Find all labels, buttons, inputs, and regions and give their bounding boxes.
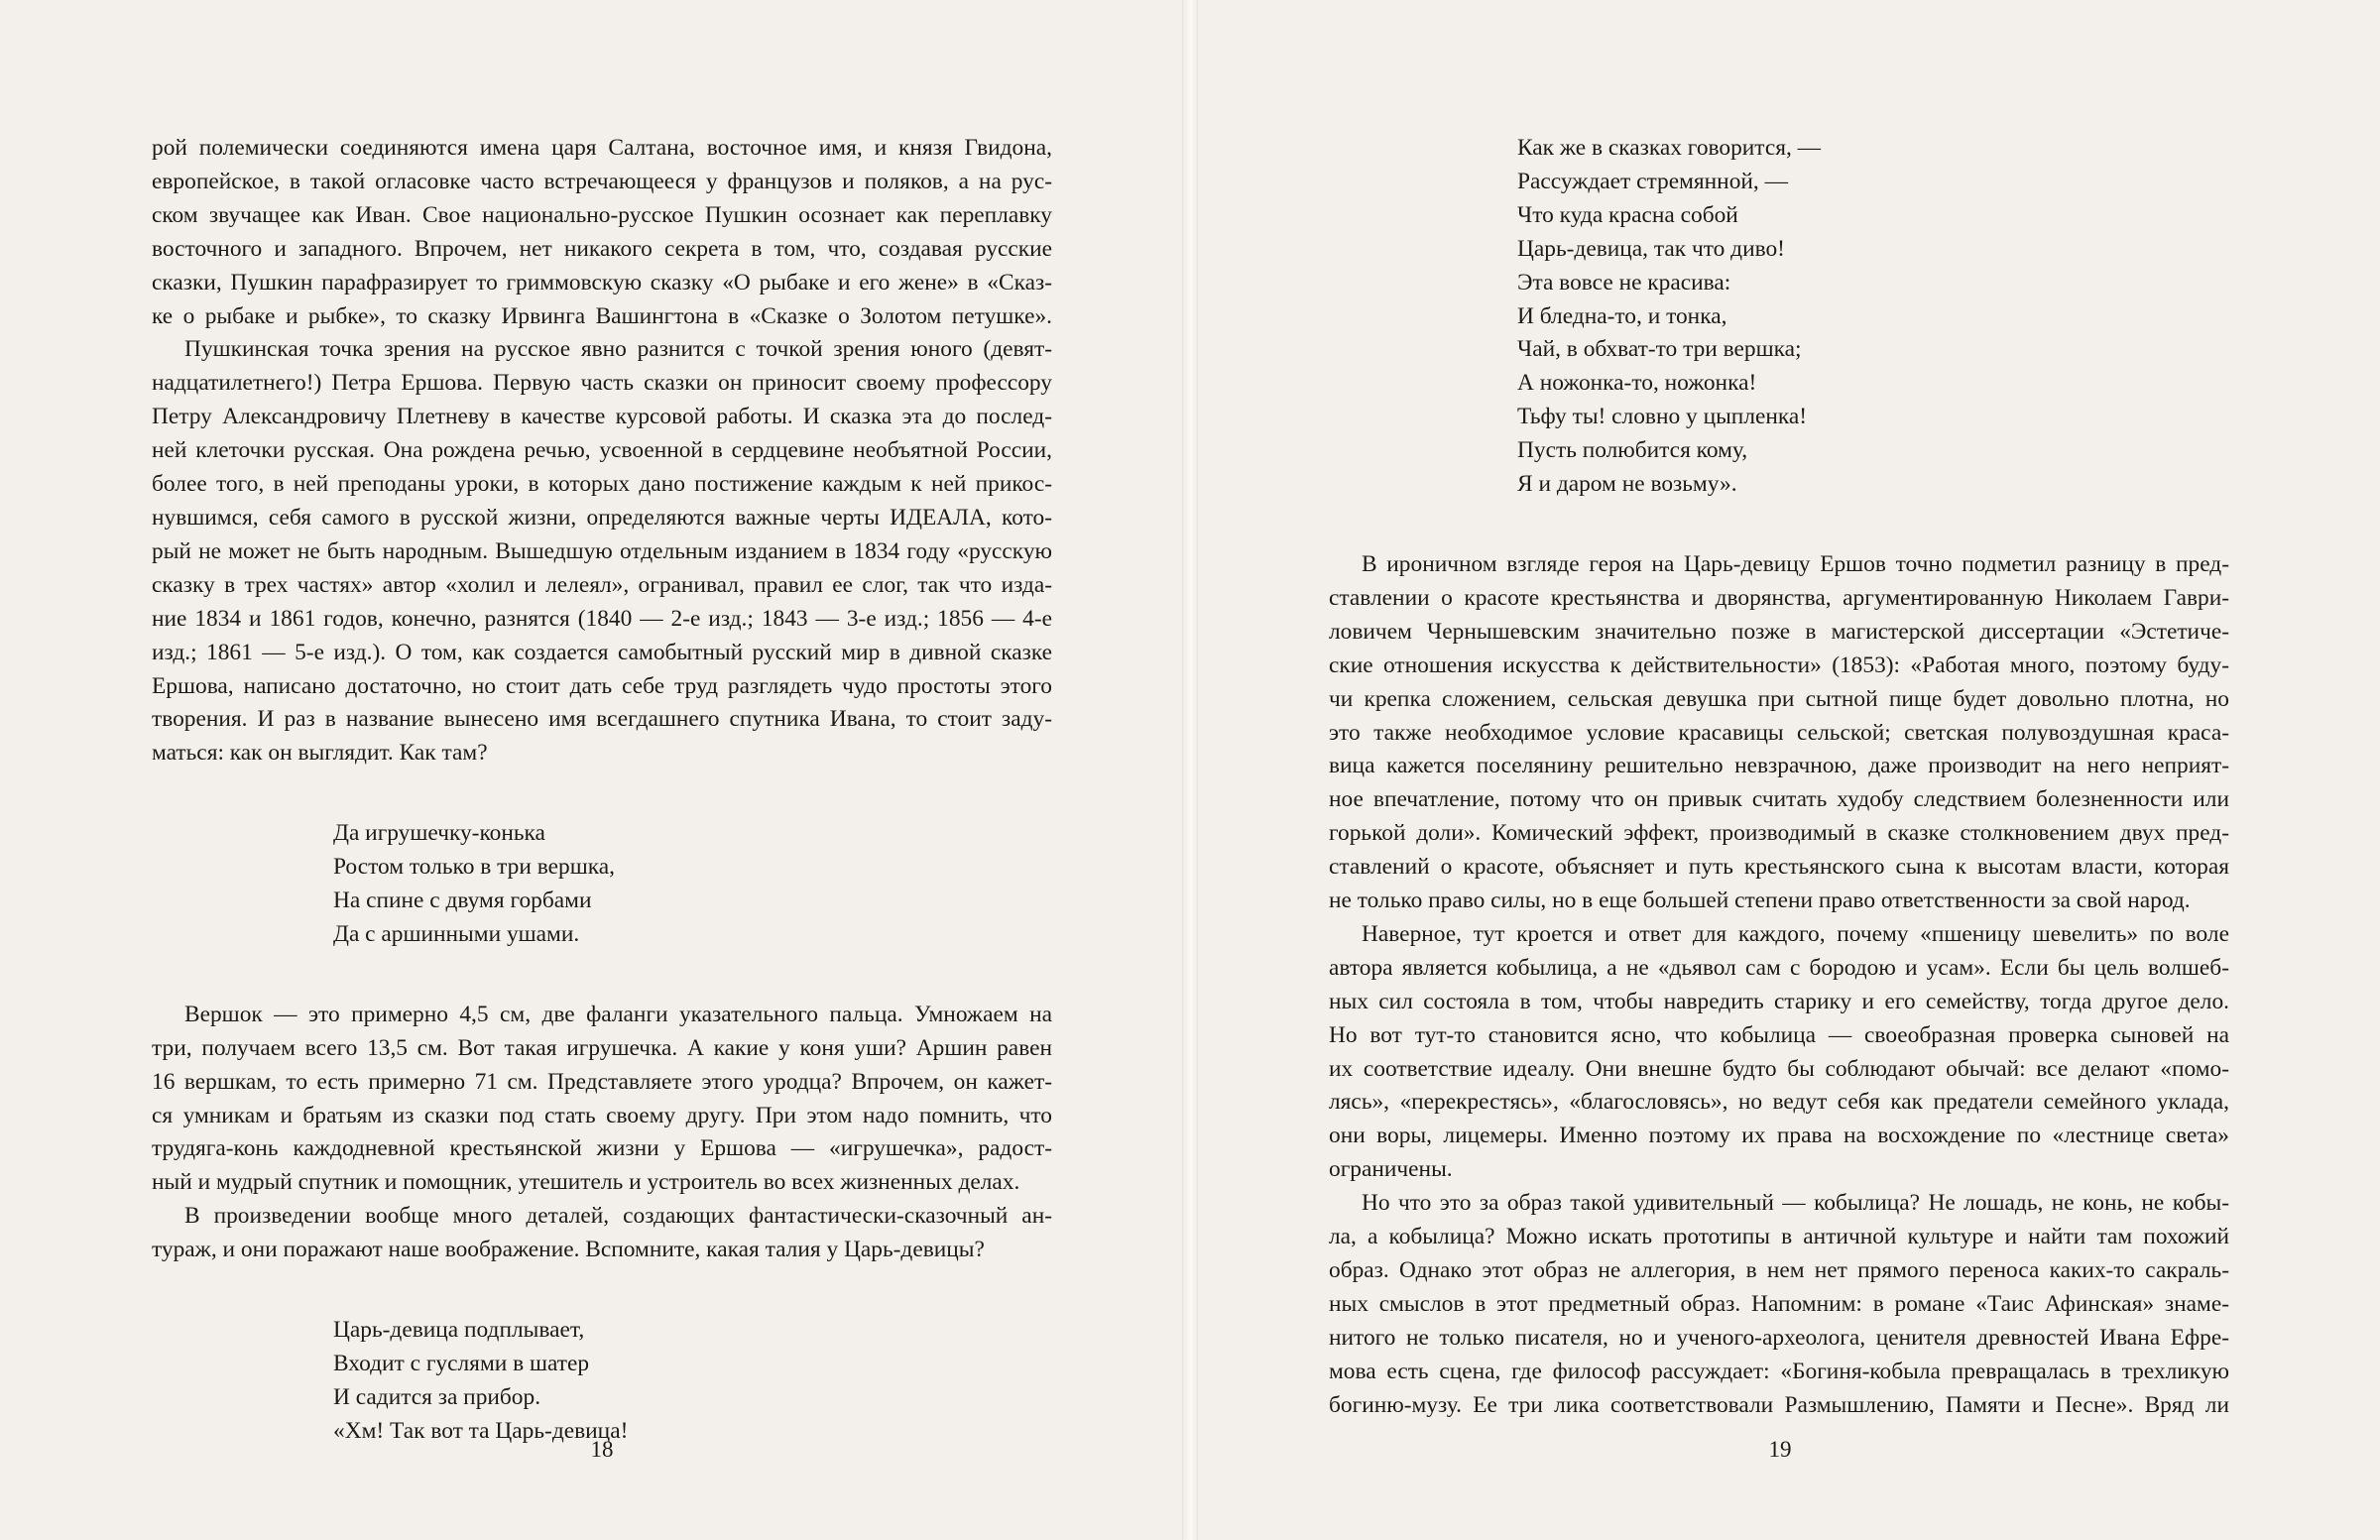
page-number: 19 [1768, 1437, 1792, 1462]
text-line: Ершова, написано достаточно, но стоит дать себе труд разглядеть чудо простоты этого [152, 672, 1052, 699]
text-line: вица кажется поселянину решительно невзрачною, даже производит на него неприят- [1329, 753, 2229, 779]
verse-line: Царь-девица подплывает, [333, 1317, 585, 1344]
paragraph [1329, 548, 2229, 918]
text-line: ла, а кобылица? Можно искать прототипы в античной культуре и найти там похожий [1329, 1224, 2229, 1250]
verse-line: «Хм! Так вот та Царь-девица! [333, 1417, 629, 1444]
left-page [0, 0, 1182, 1540]
text-line: горькой доли». Комический эффект, производимый в сказке столкновением двух пред- [1329, 820, 2229, 847]
right-page [1198, 0, 2380, 1540]
text-line: нувшимся, себя самого в русской жизни, определяются важные черты ИДЕАЛА, кото- [152, 504, 1052, 531]
text-line: изд.; 1861 — 5-е изд.). О том, как создается самобытный русский мир в дивной сказке [152, 639, 1052, 665]
book-gutter [1182, 0, 1198, 1540]
verse-line: Рассуждает стремянной, — [1517, 168, 1788, 194]
text-line: тураж, и они поражают наше воображение. Вспомните, какая талия у Царь-девицы? [152, 1237, 985, 1263]
text-line: ские отношения искусства к действительности» (1853): «Работая много, поэтому буду- [1329, 652, 2229, 678]
verse-line: Чай, в обхват-то три вершка; [1517, 336, 1802, 363]
verse-quote [152, 817, 1052, 952]
text-line: сказку в трех частях» автор «холил и лелеял», огранивал, правил ее слог, так что изда- [152, 571, 1052, 598]
verse-line: Тьфу ты! словно у цыпленка! [1517, 404, 1808, 430]
verse-line: Царь-девица, так что диво! [1517, 235, 1785, 262]
verse-line: Ростом только в три вершка, [333, 854, 615, 881]
text-line: ние 1834 и 1861 годов, конечно, разнятся (1840 — 2-е изд.; 1843 — 3-е изд.; 1856 — 4-е [152, 605, 1052, 632]
text-line: они воры, лицемеры. Именно поэтому их права на восхождение по «лестнице света» [1329, 1123, 2229, 1149]
verse-line: И садится за прибор. [333, 1383, 541, 1410]
text-line: чи крепка сложением, сельская девушка при сытной пище будет довольно плотна, но [1329, 685, 2229, 712]
text-line: 16 вершкам, то есть примерно 71 см. Представляете этого уродца? Впрочем, он кажет- [152, 1068, 1052, 1095]
text-line: ся умникам и братьям из сказки под стать своему другу. При этом надо помнить, что [152, 1102, 1052, 1128]
text-line: три, получаем всего 13,5 см. Вот такая игрушечка. А какие у коня уши? Аршин равен [152, 1034, 1052, 1061]
text-line: их соответствие идеалу. Они внешне будто бы соблюдают обычай: все делают «помо- [1329, 1055, 2229, 1082]
text-line: богиню-музу. Ее три лика соответствовали Размышлению, Памяти и Песне». Вряд ли [1329, 1391, 2229, 1418]
verse-line: Да игрушечку-конька [333, 820, 545, 847]
text-line: ставлении о красоте крестьянства и дворянства, аргументированную Николаем Гаври- [1329, 584, 2229, 611]
text-line: ке о рыбаке и рыбке», то сказку Ирвинга Вашингтона в «Сказке о Золотом петушке». [152, 302, 1052, 329]
text-line: нитого не только писателя, но и ученого-археолога, ценителя древностей Ивана Ефре- [1329, 1324, 2229, 1351]
text-line: более того, в ней преподаны уроки, в которых дано постижение каждым к ней прикос- [152, 471, 1052, 498]
verse-line: Что куда красна собой [1517, 201, 1738, 228]
text-line: ловичем Чернышевским значительно позже в магистерской диссертации «Эстетиче- [1329, 618, 2229, 645]
verse-line: А ножонка-то, ножонка! [1517, 370, 1757, 397]
text-line: Вершок — это примерно 4,5 см, две фаланги указательного пальца. Умножаем на [184, 1001, 1052, 1027]
verse-quote [1329, 132, 2229, 502]
text-line: лясь», «перекрестясь», «благословясь», но ведут себя как предатели семейного уклада, [1329, 1089, 2229, 1116]
verse-line: Как же в сказках говорится, — [1517, 135, 1822, 161]
verse-line: Входит с гуслями в шатер [333, 1351, 590, 1376]
text-line: В ироничном взгляде героя на Царь-девицу Ершов точно подметил разницу в пред- [1362, 550, 2229, 577]
text-line: восточного и западного. Впрочем, нет никакого секрета в том, что, создавая русские [152, 235, 1052, 262]
text-line: надцатилетнего!) Петра Ершова. Первую часть сказки он приносит своему профессору [152, 370, 1052, 397]
text-line: В произведении вообще много деталей, создающих фантастически-сказочный ан- [184, 1203, 1052, 1230]
text-line: это также необходимое условие красавицы сельской; светская полувоздушная краса- [1329, 719, 2229, 746]
verse-line: Пусть полюбится кому, [1517, 437, 1748, 464]
text-line: образ. Однако этот образ не аллегория, в нем нет прямого переноса каких-то сакраль- [1329, 1257, 2229, 1283]
paragraph [1329, 918, 2229, 1187]
right-page-text [1329, 132, 2229, 1423]
text-line: ставлений о красоте, объясняет и путь крестьянского сына к высотам власти, которая [1329, 854, 2229, 881]
paragraph [152, 1200, 1052, 1267]
text-line: европейское, в такой огласовке часто встречающееся у французов и поляков, а на рус- [152, 168, 1052, 194]
verse-line: На спине с двумя горбами [333, 888, 592, 914]
paragraph [152, 999, 1052, 1200]
text-line: Но что это за образ такой удивительный — кобылица? Не лошадь, не конь, не кобы- [1362, 1190, 2229, 1217]
text-line: ней клеточки русская. Она рождена речью, усвоенной в сердцевине необъятной России, [152, 437, 1052, 464]
text-line: ный и мудрый спутник и помощник, утешитель и устроитель во всех жизненных делах. [152, 1169, 1020, 1196]
text-line: творения. И раз в название вынесено имя всегдашнего спутника Ивана, то стоит заду- [152, 706, 1052, 733]
paragraph [1329, 1187, 2229, 1422]
verse-line: Да с аршинными ушами. [333, 920, 580, 947]
text-line: ском звучащее как Иван. Свое национально-русское Пушкин осознает как переплавку [152, 201, 1052, 228]
verse-line: Эта вовсе не красива: [1517, 269, 1731, 296]
paragraph [152, 132, 1052, 333]
verse-line: Я и даром не возьму». [1517, 471, 1737, 498]
text-line: Петру Александровичу Плетневу в качестве курсовой работы. И сказка эта до послед- [152, 404, 1052, 430]
text-line: автора является кобылица, а не «дьявол сам с бородою и усам». Если бы цель волшеб- [1329, 954, 2229, 981]
text-line: рой полемически соединяются имена царя Салтана, восточное имя, и князя Гвидона, [152, 135, 1052, 161]
text-line: ных сил состояла в том, чтобы навредить старику и его семейству, тогда другое дело. [1329, 988, 2229, 1014]
text-line: ограничены. [1329, 1156, 1453, 1183]
text-line: мова есть сцена, где философ рассуждает: «Богиня-кобыла превращалась в трехликую [1329, 1358, 2229, 1384]
text-line: маться: как он выглядит. Как там? [152, 740, 488, 767]
left-page-text [152, 132, 1052, 1449]
verse-line: И бледна-то, и тонка, [1517, 302, 1727, 329]
text-line: Но вот тут-то становится ясно, что кобылица — своеобразная проверка сыновей на [1329, 1021, 2229, 1048]
text-line: Пушкинская точка зрения на русское явно разнится с точкой зрения юного (девят- [184, 336, 1052, 363]
page-number: 18 [590, 1437, 614, 1462]
text-line: сказки, Пушкин парафразирует то гриммовскую сказку «О рыбаке и его жене» в «Сказ- [152, 269, 1052, 296]
text-line: рый не может не быть народным. Вышедшую отдельным изданием в 1834 году «русскую [152, 537, 1052, 564]
text-line: ное впечатление, потому что он привык считать худобу следствием болезненности или [1329, 786, 2229, 813]
text-line: не только право силы, но в еще большей степени право ответственности за свой народ. [1329, 888, 2191, 914]
text-line: трудяга-конь каждодневной крестьянской жизни у Ершова — «игрушечка», радост- [152, 1135, 1052, 1162]
text-line: ных смыслов в этот предметный образ. Напомним: в романе «Таис Афинская» знаме- [1329, 1290, 2229, 1317]
verse-quote [152, 1314, 1052, 1449]
text-line: Наверное, тут кроется и ответ для каждого, почему «пшеницу шевелить» по воле [1362, 920, 2229, 947]
paragraph [152, 333, 1052, 770]
